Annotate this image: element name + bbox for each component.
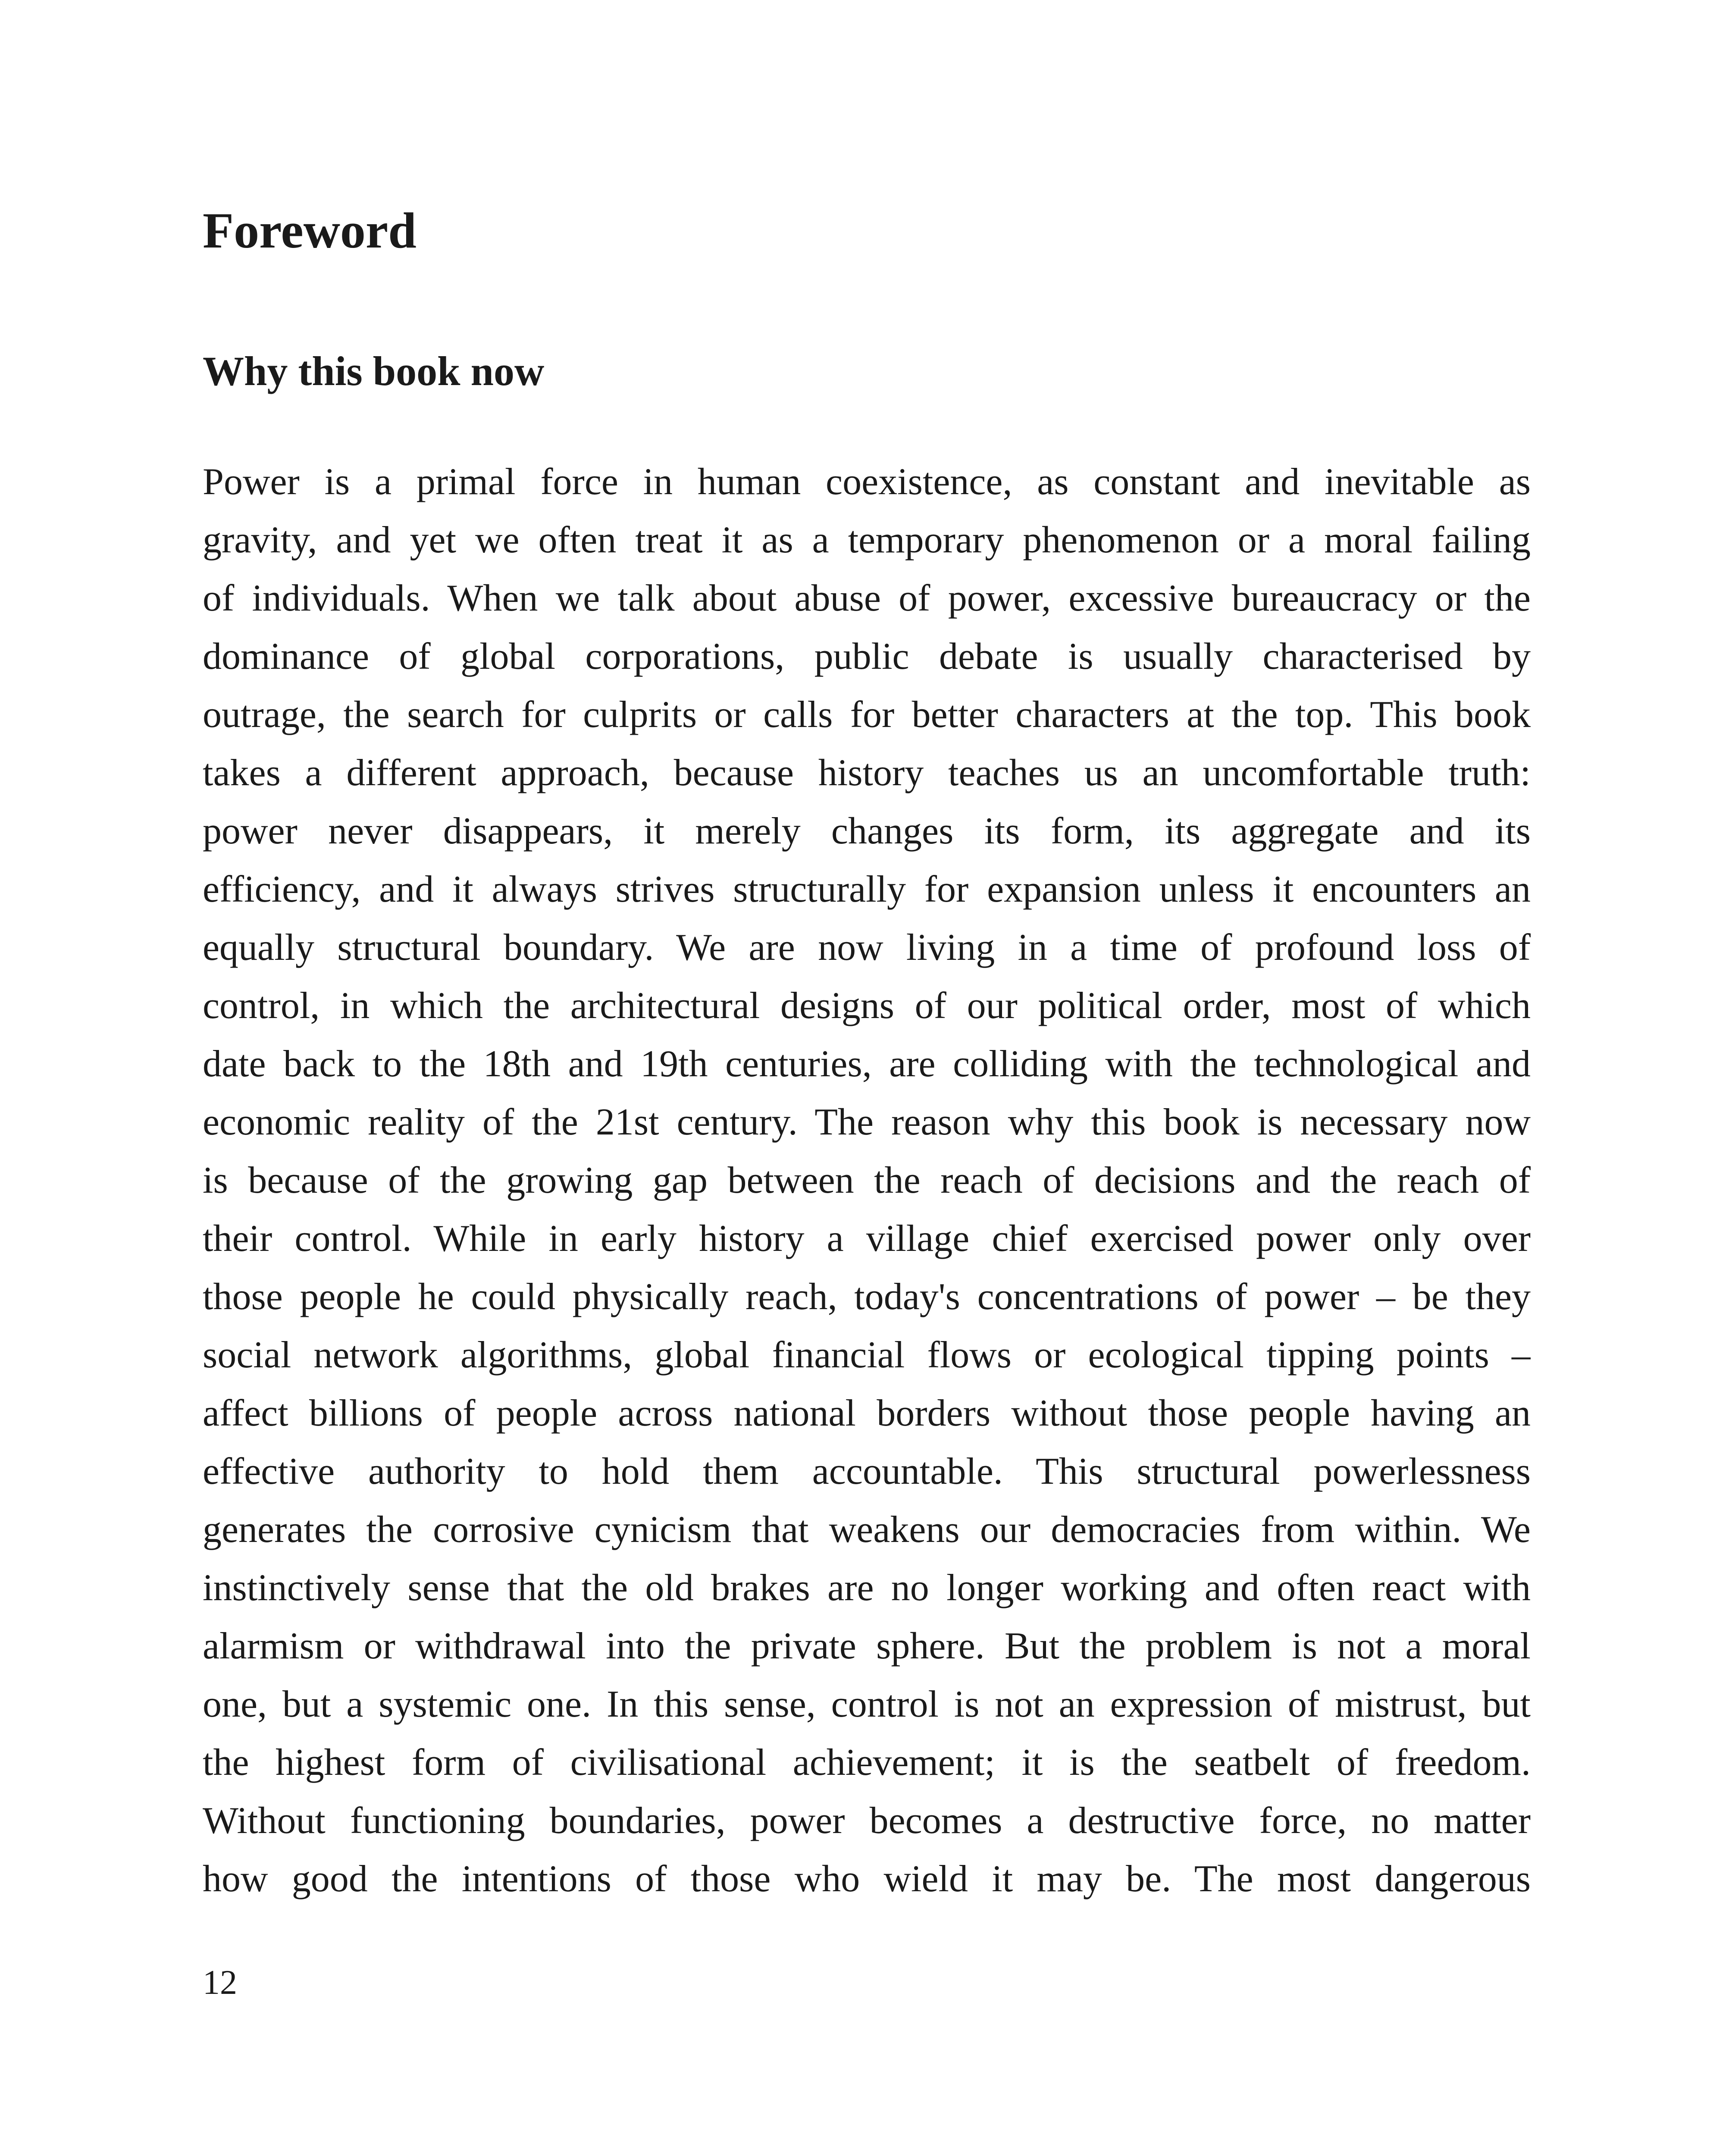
text-line: gravity, and yet we often treat it as a temporary phenomenon or a moral failing — [203, 519, 1531, 561]
text-line: social network algorithms, global financial flows or ecological tipping points – — [203, 1334, 1531, 1376]
text-line: control, in which the architectural designs of our political order, most of which — [203, 985, 1531, 1027]
chapter-title: Foreword — [203, 202, 417, 259]
body-paragraph — [203, 453, 1531, 1908]
section-title: Why this book now — [203, 348, 545, 394]
text-line: dominance of global corporations, public debate is usually characterised by — [203, 636, 1531, 677]
page-number: 12 — [203, 1964, 237, 2002]
text-line: Power is a primal force in human coexistence, as constant and inevitable as — [203, 461, 1531, 503]
text-line: those people he could physically reach, today's concentrations of power – be they — [203, 1276, 1531, 1318]
text-line: their control. While in early history a village chief exercised power only over — [203, 1218, 1531, 1260]
text-line: date back to the 18th and 19th centuries, are colliding with the technological and — [203, 1043, 1531, 1085]
text-line: equally structural boundary. We are now living in a time of profound loss of — [203, 927, 1531, 968]
text-line: is because of the growing gap between the reach of decisions and the reach of — [203, 1159, 1531, 1201]
text-line: affect billions of people across national borders without those people having an — [203, 1392, 1531, 1434]
text-line: outrage, the search for culprits or calls for better characters at the top. This book — [203, 694, 1531, 736]
text-line: generates the corrosive cynicism that weakens our democracies from within. We — [203, 1509, 1531, 1551]
text-line: of individuals. When we talk about abuse of power, excessive bureaucracy or the — [203, 577, 1531, 619]
text-line: takes a different approach, because history teaches us an uncomfortable truth: — [203, 752, 1531, 794]
text-line: alarmism or withdrawal into the private sphere. But the problem is not a moral — [203, 1625, 1531, 1667]
text-line: efficiency, and it always strives structurally for expansion unless it encounters an — [203, 868, 1531, 910]
text-line: effective authority to hold them accountable. This structural powerlessness — [203, 1451, 1531, 1492]
text-line: instinctively sense that the old brakes are no longer working and often react with — [203, 1567, 1531, 1609]
text-line: the highest form of civilisational achievement; it is the seatbelt of freedom. — [203, 1742, 1531, 1783]
text-line: one, but a systemic one. In this sense, control is not an expression of mistrust, but — [203, 1683, 1531, 1725]
text-line: economic reality of the 21st century. The reason why this book is necessary now — [203, 1101, 1531, 1143]
text-line: Without functioning boundaries, power becomes a destructive force, no matter — [203, 1800, 1531, 1842]
text-line: how good the intentions of those who wield it may be. The most dangerous — [203, 1858, 1531, 1900]
text-line: power never disappears, it merely changes its form, its aggregate and its — [203, 810, 1531, 852]
